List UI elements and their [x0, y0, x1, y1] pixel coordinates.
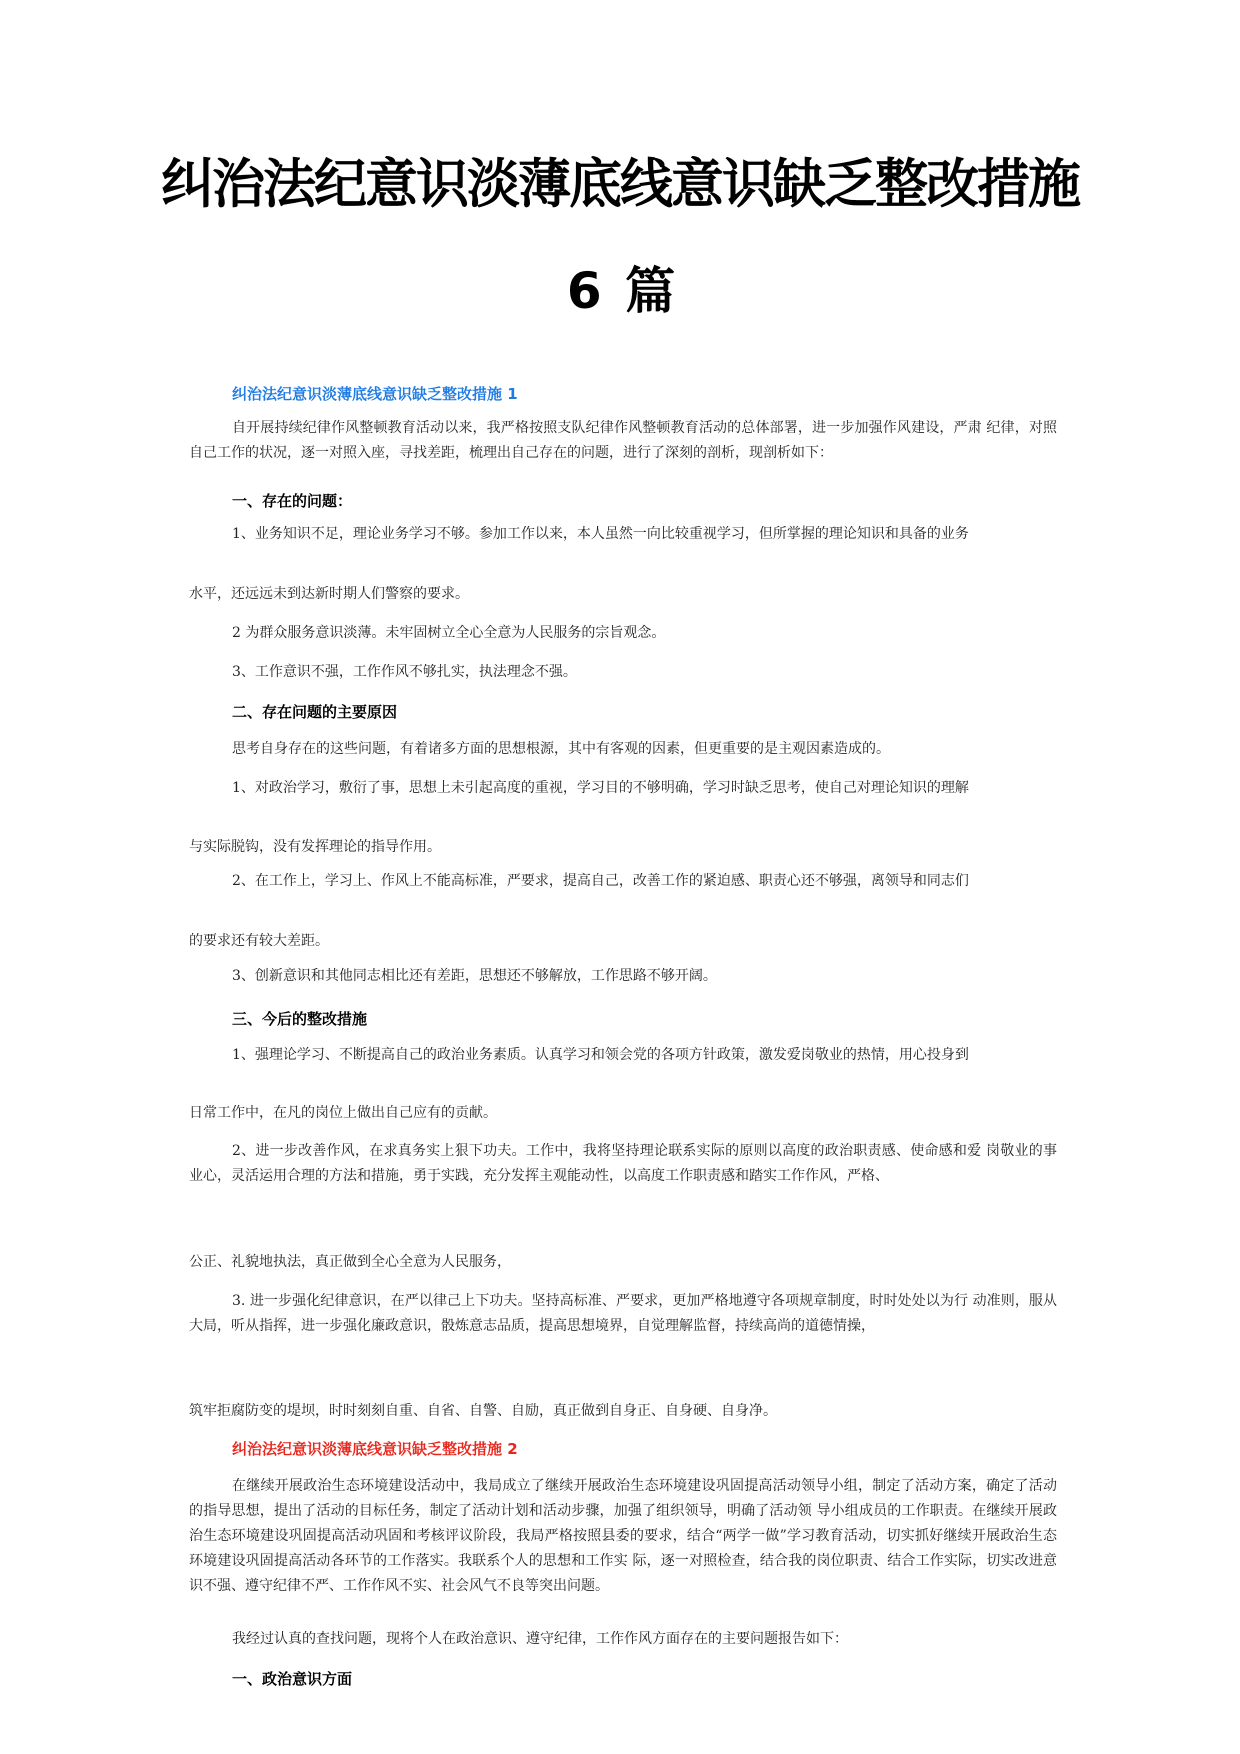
paragraph-block: 2、进一步改善作风，在求真务实上狠下功夫。工作中，我将坚持理论联系实际的原则以高度的政治职责感、使命感和爱 岗敬业的事业心，灵活运用合理的方法和措施，勇于实践，充分发挥主观能动性，以高度工作职责感和踏实工作作风，严格、 [189, 1143, 1057, 1184]
paragraph-line: 1、强理论学习、不断提高自己的政治业务素质。认真学习和领会党的各项方针政策，激发爱岗敬业的热情，用心投身到 [232, 1047, 969, 1063]
paragraph-line: 我经过认真的查找问题，现将个人在政治意识、遵守纪律，工作作风方面存在的主要问题报告如下： [232, 1631, 848, 1647]
paragraph-line: 1、对政治学习，敷衍了事，思想上未引起高度的重视，学习目的不够明确，学习时缺乏思考，使自己对理论知识的理解 [232, 780, 969, 796]
section-1-heading: 纠治法纪意识淡薄底线意识缺乏整改措施 1 [232, 385, 518, 403]
section-2-heading: 纠治法纪意识淡薄底线意识缺乏整改措施 2 [232, 1440, 518, 1458]
paragraph-line: 筑牢拒腐防变的堤坝，时时刻刻自重、自省、自警、自励，真正做到自身正、自身硬、自身净。 [189, 1403, 777, 1419]
paragraph-line: 3、创新意识和其他同志相比还有差距，思想还不够解放，工作思路不够开阔。 [232, 968, 717, 984]
paragraph-line: 水平，还远远未到达新时期人们警察的要求。 [189, 586, 469, 602]
document-title-line2: 6 篇 [566, 262, 674, 320]
paragraph-line: 2 为群众服务意识淡薄。未牢固树立全心全意为人民服务的宗旨观念。 [232, 625, 666, 641]
document-title-line1: 纠治法纪意识淡薄底线意识缺乏整改措施 [161, 154, 1079, 215]
paragraph-line: 1、业务知识不足，理论业务学习不够。参加工作以来，本人虽然一向比较重视学习，但所掌握的理论知识和具备的业务 [232, 526, 969, 542]
paragraph-line: 与实际脱钩，没有发挥理论的指导作用。 [189, 839, 441, 855]
paragraph-line: 2、在工作上，学习上、作风上不能高标准，严要求，提高自己，改善工作的紧迫感、职责心还不够强，离领导和同志们 [232, 873, 969, 889]
section-2-paragraph: 在继续开展政治生态环境建设活动中，我局成立了继续开展政治生态环境建设巩固提高活动领导小组，制定了活动方案，确定了活动的指导思想，提出了活动的目标任务，制定了活动计划和活动步骤，加强了组织领导，明确了活动领 导小组成员的工作职责。在继续开展政治生态环境建设巩固提高活动巩固和考核评议阶段，我局严格按照县委的要求，结合“两学一做”学习教育活动，切实抓好继续开展政治生态环境建设巩固提高活动各环节的工作落实。我联系个人的思想和工作实 际，逐一对照检查，结合我的岗位职责、结合工作实际，切实改进意识不强、遵守纪律不严、工作作风不实、社会风气不良等突出问题。 [189, 1478, 1057, 1594]
paragraph-line: 的要求还有较大差距。 [189, 933, 329, 949]
paragraph-line: 公正、礼貌地执法，真正做到全心全意为人民服务， [189, 1254, 511, 1270]
paragraph-line: 3、工作意识不强，工作作风不够扎实，执法理念不强。 [232, 664, 577, 680]
paragraph-block: 3. 进一步强化纪律意识，在严以律己上下功夫。坚持高标准、严要求，更加严格地遵守各项规章制度，时时处处以为行 动准则，服从大局，听从指挥，进一步强化廉政意识，骰炼意志品质，提高思想境界，自觉理解监督，持续高尚的道德情操， [189, 1293, 1057, 1334]
heading-political-awareness: 一、政治意识方面 [232, 1670, 353, 1688]
heading-main-causes: 二、存在问题的主要原因 [232, 703, 398, 721]
paragraph-line: 日常工作中，在凡的岗位上做出自己应有的贡献。 [189, 1105, 497, 1121]
section-1-intro: 自开展持续纪律作风整顿教育活动以来，我严格按照支队纪律作风整顿教育活动的总体部署，进一步加强作风建设，严肃 纪律，对照自己工作的状况，逐一对照入座，寻找差距，梳理出自己存在的问题，进行了深刻的剖析，现剖析如下： [189, 420, 1057, 461]
paragraph-line: 思考自身存在的这些问题，有着诸多方面的思想根源，其中有客观的因素，但更重要的是主观因素造成的。 [232, 741, 890, 757]
heading-rectification-measures: 三、今后的整改措施 [232, 1010, 368, 1028]
heading-existing-problems: 一、存在的问题： [232, 492, 353, 510]
